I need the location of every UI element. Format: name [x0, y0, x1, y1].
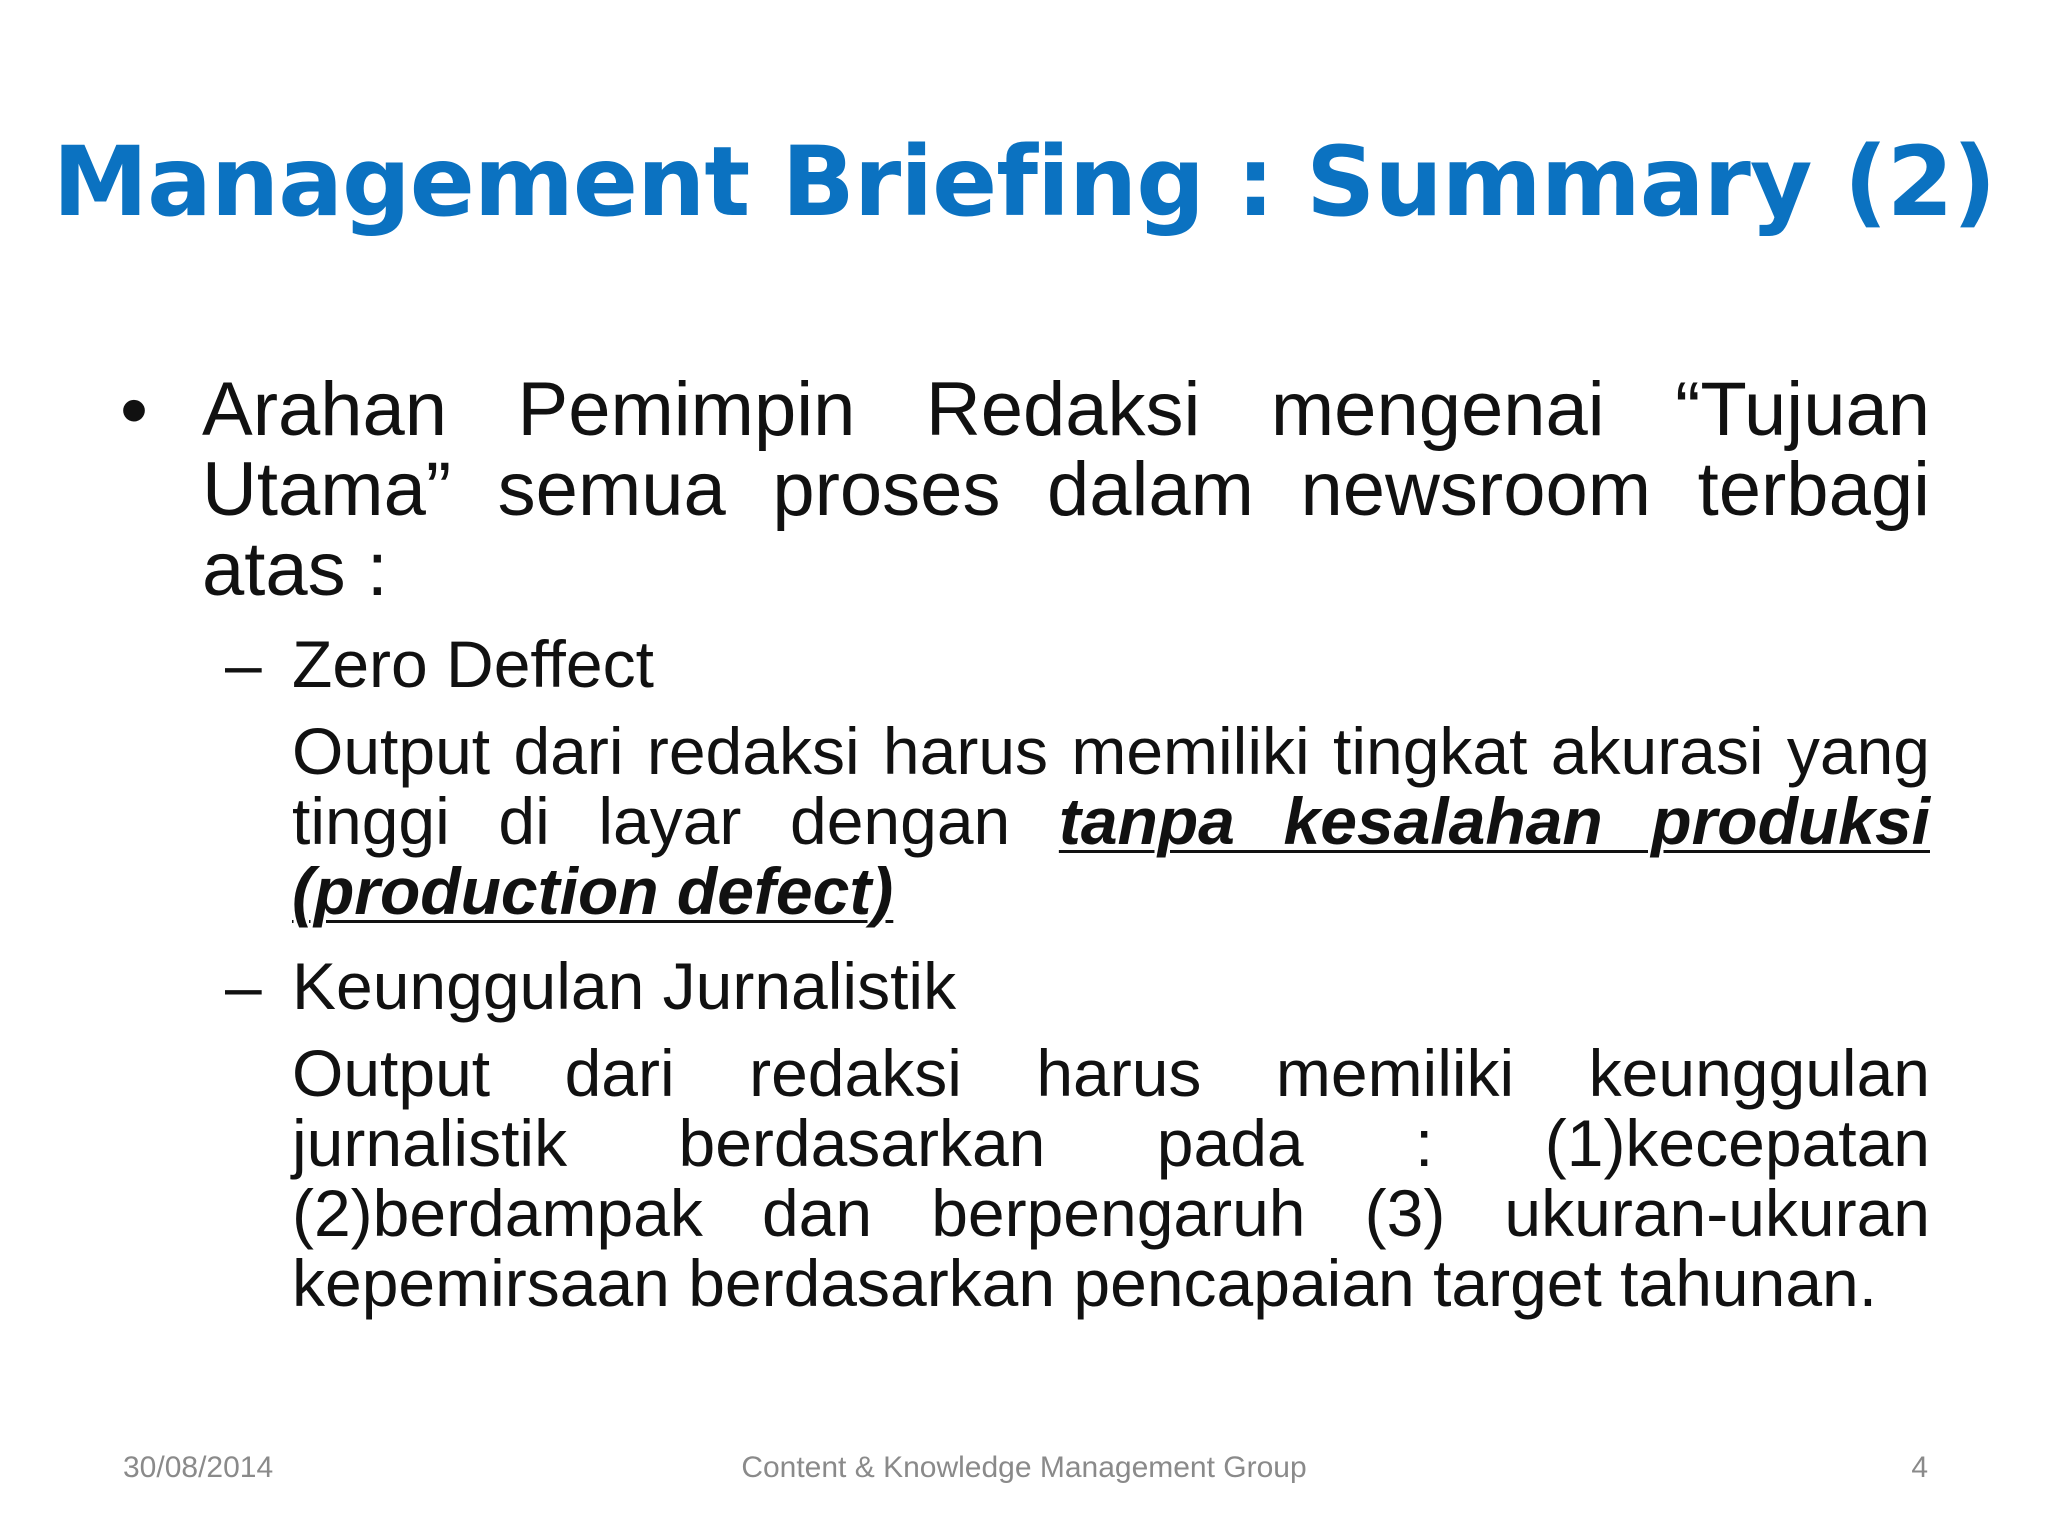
emphasis-text: tanpa kesalahan produksi (production defect): [292, 784, 1930, 928]
footer-page-number: 4: [1911, 1451, 1928, 1484]
sub-item-description: [292, 716, 1930, 926]
main-bullet-text: Arahan Pemimpin Redaksi mengenai “Tujuan Utama” semua proses dalam newsroom terbagi atas :: [202, 367, 1930, 612]
sub-item-description: Output dari redaksi harus memiliki keunggulan jurnalistik berdasarkan pada : (1)kecepatan (2)berdampak dan berpengaruh (3) ukuran-ukuran kepemirsaan berdasarkan pencapaian target tahunan.: [292, 1036, 1930, 1320]
sub-item-label: Zero Deffect: [292, 627, 654, 701]
dash-icon: –: [225, 627, 262, 701]
footer-organization: Content & Knowledge Management Group: [741, 1451, 1307, 1484]
sub-item-heading: [225, 628, 1930, 700]
sub-item-heading: [225, 950, 1930, 1022]
sub-item-label: Keunggulan Jurnalistik: [292, 949, 957, 1023]
sub-item-zero-defect: [225, 628, 1930, 926]
sub-item-keunggulan-jurnalistik: [225, 950, 1930, 1318]
footer-date: 30/08/2014: [123, 1451, 274, 1484]
bullet-icon: •: [120, 365, 149, 454]
description-text: Output dari redaksi harus memiliki tingkat akurasi yang tinggi di layar dengan: [292, 714, 1930, 858]
dash-icon: –: [225, 949, 262, 1023]
main-bullet-row: [120, 365, 1930, 612]
main-bullet: [120, 365, 1930, 612]
slide-title: Management Briefing : Summary (2): [52, 126, 1996, 238]
